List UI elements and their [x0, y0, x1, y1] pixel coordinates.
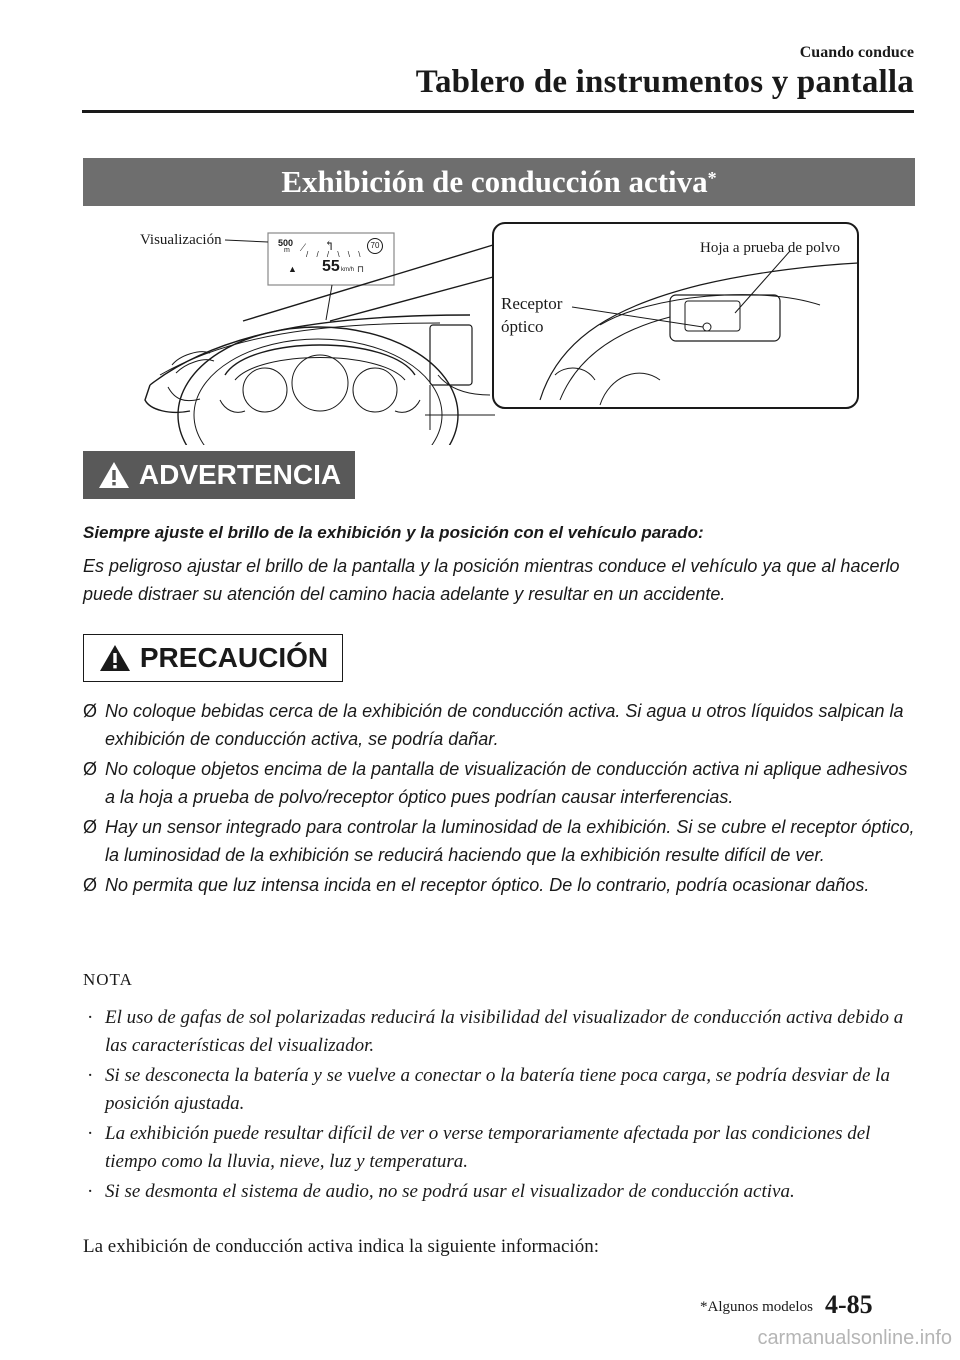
note-bullet: ·	[87, 1065, 94, 1086]
hud-car-icon: ▲	[288, 264, 297, 274]
hud-turn-arrow-icon: ↰	[324, 238, 335, 253]
section-banner	[83, 158, 915, 206]
hud-speed-limit-sign: 70	[367, 238, 383, 254]
center-screen	[430, 325, 472, 385]
note-item: · El uso de gafas de sol polarizadas reducirá la visibilidad del visualizador de conducción activa debido a las características del visualizador.	[83, 1004, 923, 1060]
closing-paragraph: La exhibición de conducción activa indica la siguiente información:	[83, 1236, 599, 1257]
chapter-label: Cuando conduce	[799, 44, 914, 61]
note-list	[83, 1004, 923, 1208]
note-heading: NOTA	[83, 970, 133, 989]
caution-item: Ø No permita que luz intensa incida en el receptor óptico. De lo contrario, podría ocasionar daños.	[83, 872, 918, 900]
warning-label: ADVERTENCIA	[138, 459, 342, 490]
caution-list	[83, 698, 918, 903]
note-item: · La exhibición puede resultar difícil de ver o verse temporariamente afectada por las condiciones del tiempo como la lluvia, nieve, luz y temperatura.	[83, 1120, 923, 1176]
caution-triangle-icon	[98, 643, 132, 673]
caution-marker: Ø	[83, 875, 98, 895]
instrument-cluster	[225, 345, 415, 375]
label-dust-sheet: Hoja a prueba de polvo	[700, 240, 840, 256]
caution-marker: Ø	[83, 817, 98, 837]
hud-speed-unit: km/h	[341, 267, 355, 273]
caution-item: Ø Hay un sensor integrado para controlar la luminosidad de la exhibición. Si se cubre el receptor óptico, la luminosidad de la exhibición se reducirá haciendo que la exhibición resulte difícil de ver.	[83, 814, 918, 869]
page-header-title: Tablero de instrumentos y pantalla	[415, 64, 914, 100]
note-bullet: ·	[87, 1007, 94, 1028]
header-rule	[82, 110, 914, 113]
optical-receptor	[703, 323, 711, 331]
hud-vehicle-icon: ⊓	[357, 264, 365, 274]
note-bullet: ·	[87, 1181, 94, 1202]
hud-speed: 55	[322, 258, 340, 275]
warning-triangle-icon	[97, 460, 131, 490]
section-asterisk: *	[707, 167, 717, 188]
watermark: carmanualsonline.info	[757, 1327, 952, 1349]
dashboard-outline	[150, 315, 470, 385]
hud-speed-ticks: / / / \ \ \	[306, 250, 364, 259]
hud-distance: 500	[278, 238, 294, 248]
page-number: 4-85	[825, 1290, 873, 1319]
caution-item: Ø No coloque bebidas cerca de la exhibición de conducción activa. Si agua u otros líquidos salpican la exhibición de conducción activa, se podría dañar.	[83, 698, 918, 753]
caution-badge	[83, 634, 343, 682]
hud-lane-icon: ⁄	[302, 240, 305, 254]
caution-item: Ø No coloque objetos encima de la pantalla de visualización de conducción activa ni aplique adhesivos a la hoja a prueba de polvo/receptor óptico pues podrían causar interferencias.	[83, 756, 918, 811]
footnote-some-models: *Algunos modelos	[700, 1299, 813, 1315]
warning-heading: Siempre ajuste el brillo de la exhibición y la posición con el vehículo parado:	[83, 523, 704, 542]
hud-unit	[670, 295, 780, 341]
caution-marker: Ø	[83, 759, 98, 779]
caution-marker: Ø	[83, 701, 98, 721]
note-item: · Si se desmonta el sistema de audio, no se podrá usar el visualizador de conducción activa.	[83, 1178, 923, 1206]
hud-distance-unit: m	[284, 247, 290, 254]
hud-readout	[272, 236, 392, 280]
note-bullet: ·	[87, 1123, 94, 1144]
warning-body: Es peligroso ajustar el brillo de la pantalla y la posición mientras conduce el vehículo ya que al hacerlo puede distraer su atención del camino hacia adelante y resultar en un accidente.	[83, 556, 900, 604]
section-title: Exhibición de conducción activa	[281, 164, 708, 199]
label-display: Visualización	[140, 232, 222, 248]
caution-label: PRECAUCIÓN	[139, 642, 329, 673]
warning-badge	[83, 451, 355, 499]
note-item: · Si se desconecta la batería y se vuelve a conectar o la batería tiene poca carga, se podría desviar de la posición ajustada.	[83, 1062, 923, 1118]
label-optical-receptor: Receptor óptico	[501, 294, 563, 336]
